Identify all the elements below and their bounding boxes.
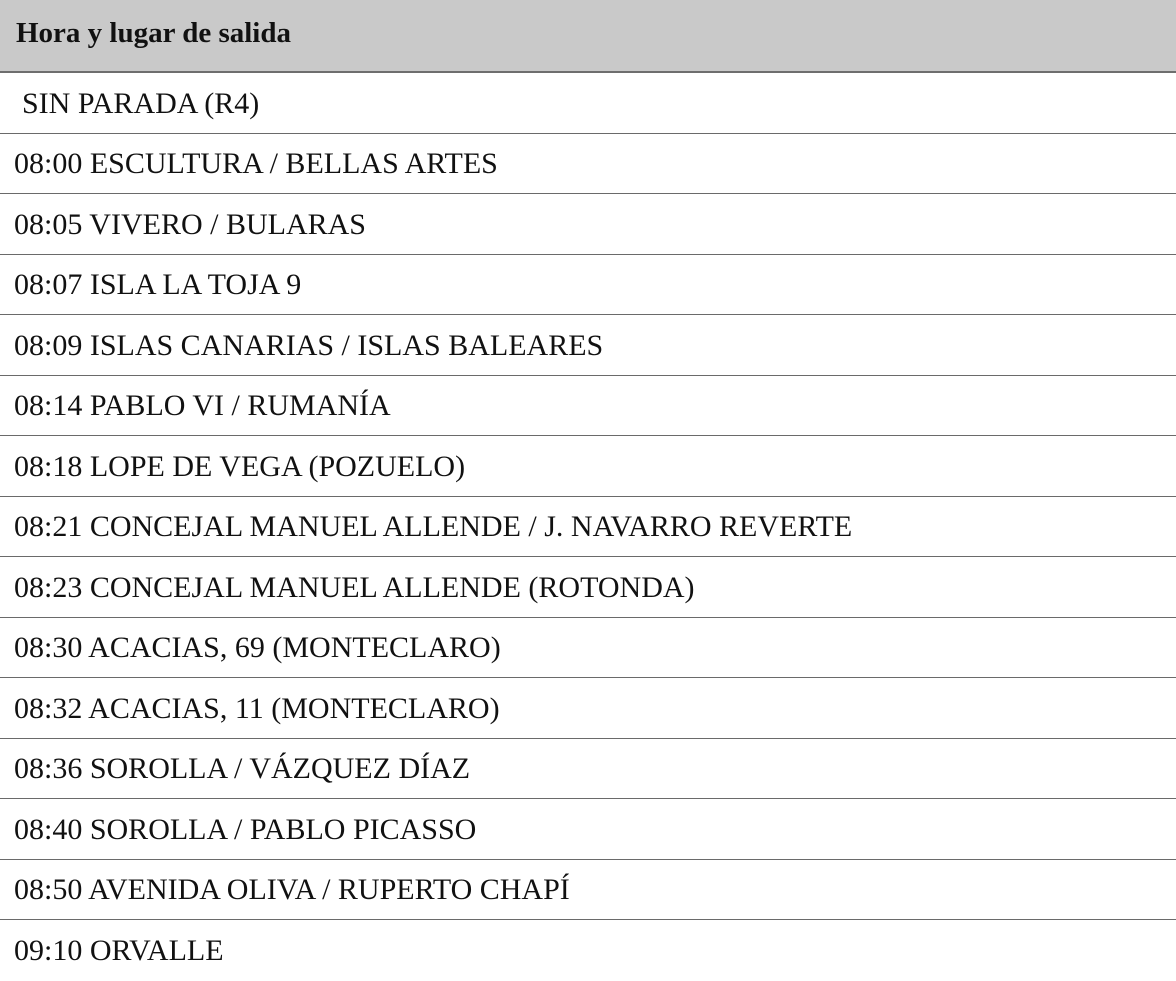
table-row-label: 08:14 PABLO VI / RUMANÍA: [14, 389, 391, 423]
table-row: [0, 255, 1176, 316]
table-row: [0, 134, 1176, 195]
table-header: [0, 0, 1176, 73]
table-row: [0, 920, 1176, 981]
table-header-label: Hora y lugar de salida: [16, 17, 291, 49]
table-row-label: 08:21 CONCEJAL MANUEL ALLENDE / J. NAVARRO REVERTE: [14, 510, 853, 544]
table-row-label: 08:09 ISLAS CANARIAS / ISLAS BALEARES: [14, 328, 604, 362]
table-row-label: 08:36 SOROLLA / VÁZQUEZ DÍAZ: [14, 752, 471, 786]
table-row-label: 09:10 ORVALLE: [14, 934, 224, 968]
table-row: [0, 497, 1176, 558]
table-row: [0, 678, 1176, 739]
table-row: [0, 618, 1176, 679]
table-row: [0, 860, 1176, 921]
table-row-label: SIN PARADA (R4): [22, 86, 260, 120]
table-row: [0, 315, 1176, 376]
table-row-label: 08:40 SOROLLA / PABLO PICASSO: [14, 812, 477, 846]
table-row: [0, 194, 1176, 255]
table-row-label: 08:50 AVENIDA OLIVA / RUPERTO CHAPÍ: [14, 873, 570, 907]
table-row-label: 08:00 ESCULTURA / BELLAS ARTES: [14, 147, 498, 181]
table-row-label: 08:18 LOPE DE VEGA (POZUELO): [14, 449, 466, 483]
table-row-label: 08:07 ISLA LA TOJA 9: [14, 268, 302, 302]
table-row-label: 08:32 ACACIAS, 11 (MONTECLARO): [14, 691, 500, 725]
table-row-label: 08:30 ACACIAS, 69 (MONTECLARO): [14, 631, 501, 665]
table-row: [0, 799, 1176, 860]
table-row-label: 08:05 VIVERO / BULARAS: [14, 207, 366, 241]
table-row: [0, 739, 1176, 800]
table-row: [0, 73, 1176, 134]
table-row: [0, 557, 1176, 618]
table-row-label: 08:23 CONCEJAL MANUEL ALLENDE (ROTONDA): [14, 570, 695, 604]
table-row: [0, 436, 1176, 497]
table-row: [0, 376, 1176, 437]
